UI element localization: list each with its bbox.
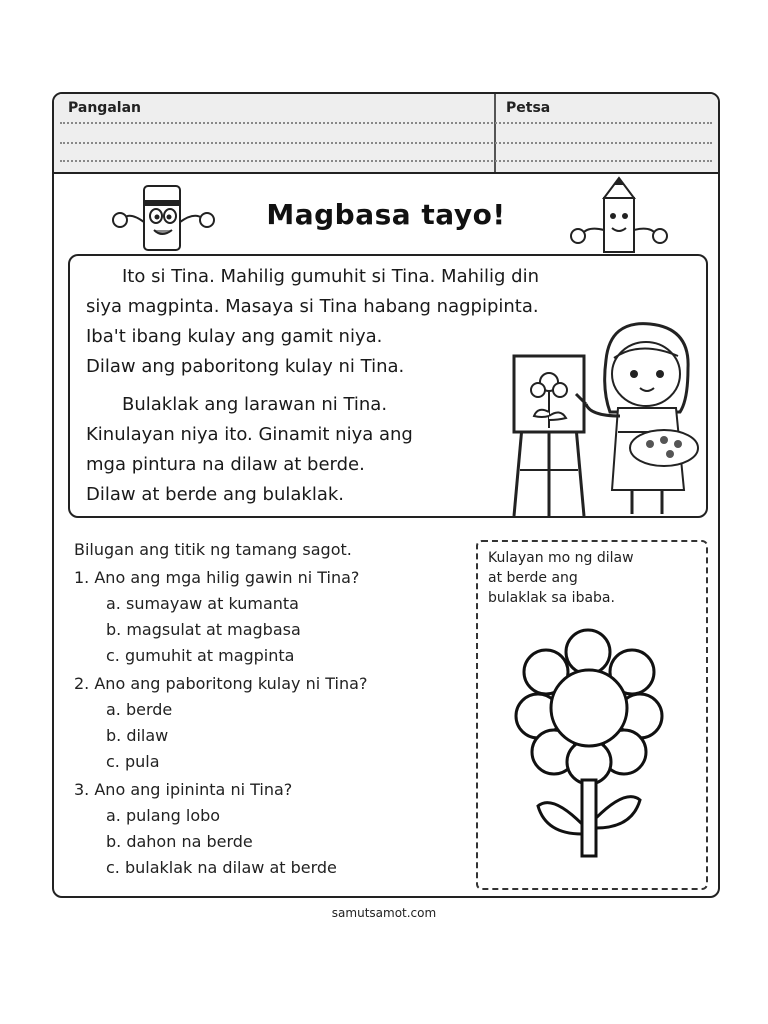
question-1-option-c[interactable]: c. gumuhit at magpinta [106, 646, 295, 665]
cartoon-pencil-character-icon [564, 176, 674, 256]
quiz-instruction: Bilugan ang titik ng tamang sagot. [74, 540, 352, 559]
story-line: Iba't ibang kulay ang gamit niya. [86, 326, 383, 347]
story-line: Kinulayan niya ito. Ginamit niya ang [86, 424, 413, 445]
flower-outline-icon[interactable] [498, 628, 688, 858]
date-label: Petsa [506, 100, 551, 116]
question-1-option-b[interactable]: b. magsulat at magbasa [106, 620, 301, 639]
paragraph-2 [86, 390, 526, 510]
question-1-option-a[interactable]: a. sumayaw at kumanta [106, 594, 299, 613]
story-line: Dilaw ang paboritong kulay ni Tina. [86, 356, 405, 377]
coloring-activity-box [476, 540, 708, 890]
site-footer: samutsamot.com [331, 906, 437, 920]
coloring-instruction-line: Kulayan mo ng dilaw [488, 550, 634, 566]
name-date-header [54, 94, 718, 174]
question-3-option-a[interactable]: a. pulang lobo [106, 806, 221, 825]
worksheet [52, 92, 720, 898]
question-3-option-c[interactable]: c. bulaklak na dilaw at berde [106, 858, 337, 877]
question-2-option-b[interactable]: b. dilaw [106, 726, 169, 745]
story-line: mga pintura na dilaw at berde. [86, 454, 365, 475]
writing-line [60, 160, 712, 162]
question-1: 1. Ano ang mga hilig gawin ni Tina? [74, 568, 360, 587]
writing-line [60, 122, 712, 124]
coloring-instruction-line: at berde ang [488, 570, 578, 586]
question-2-option-c[interactable]: c. pula [106, 752, 160, 771]
story-line: Bulaklak ang larawan ni Tina. [122, 394, 388, 415]
story-line: Dilaw at berde ang bulaklak. [86, 484, 345, 505]
story-line: Ito si Tina. Mahilig gumuhit si Tina. Mahilig din [122, 266, 539, 287]
coloring-instruction [488, 548, 698, 608]
question-3: 3. Ano ang ipininta ni Tina? [74, 780, 293, 799]
writing-line [60, 142, 712, 144]
question-3-option-b[interactable]: b. dahon na berde [106, 832, 253, 851]
question-2-option-a[interactable]: a. berde [106, 700, 173, 719]
girl-painting-at-easel-icon [510, 320, 700, 516]
reading-passage [68, 254, 708, 518]
story-line: siya magpinta. Masaya si Tina habang nagpipinta. [86, 296, 539, 317]
page-title: Magbasa tayo! [266, 198, 506, 231]
coloring-instruction-line: bulaklak sa ibaba. [488, 590, 615, 606]
question-2: 2. Ano ang paboritong kulay ni Tina? [74, 674, 368, 693]
name-label: Pangalan [68, 100, 141, 116]
